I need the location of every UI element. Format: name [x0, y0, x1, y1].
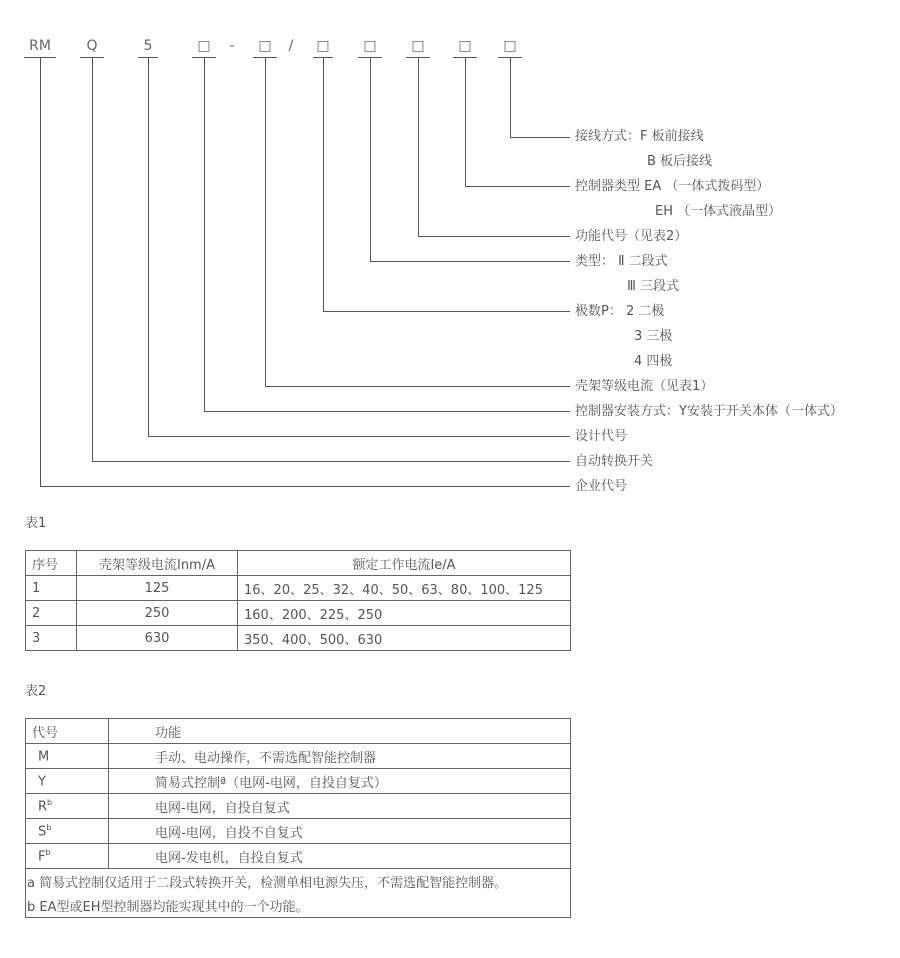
- footnote-mark: b: [47, 797, 53, 807]
- code-part: □: [197, 38, 211, 54]
- code-value: F: [38, 849, 46, 865]
- code-part: □: [258, 38, 272, 54]
- table2-caption: 表2: [25, 684, 47, 699]
- code-part: 5: [143, 38, 153, 54]
- table-cell: 16、20、25、32、40、50、63、80、100、125: [238, 576, 571, 601]
- table-row: [26, 794, 571, 819]
- leader-line: [453, 58, 570, 187]
- leader-line: [80, 58, 570, 462]
- table2: [25, 718, 571, 918]
- code-value: M: [38, 749, 50, 765]
- code-annotation: 设计代号: [575, 429, 628, 444]
- code-annotation: 控制器安装方式：Y安装于开关本体（一体式）: [575, 404, 843, 419]
- code-annotation: 极数P： 2 二极: [575, 304, 665, 319]
- footnote-mark: b: [45, 847, 51, 857]
- footnote-row: [26, 893, 571, 918]
- table-row: [26, 626, 571, 651]
- table-row: [26, 576, 571, 601]
- table-row: [26, 844, 571, 869]
- code-part: Q: [86, 38, 98, 54]
- leader-line: [138, 58, 570, 437]
- code-cell: [26, 844, 109, 869]
- code-annotation: 自动转换开关: [575, 454, 654, 469]
- code-part: RM: [29, 38, 51, 54]
- code-cell: [26, 769, 109, 794]
- code-value: Y: [38, 774, 46, 790]
- footnote-row: [26, 869, 571, 894]
- code-annotation: 4 四极: [634, 354, 673, 369]
- table-cell: 250: [77, 601, 238, 626]
- code-annotation: 控制器类型 EA （一体式拨码型）: [575, 179, 770, 194]
- table-header: 额定工作电流Ie/A: [238, 551, 571, 576]
- code-annotation: 功能代号（见表2）: [575, 229, 688, 244]
- table-cell: 3: [26, 626, 77, 651]
- code-part: □: [316, 38, 330, 54]
- leader-line: [406, 58, 570, 237]
- function-cell: 手动、电动操作，不需选配智能控制器: [109, 744, 571, 769]
- leader-line: [313, 58, 570, 312]
- table-header-row: [26, 719, 571, 744]
- table-header: 功能: [109, 719, 571, 744]
- code-annotation: 接线方式：F 板前接线: [575, 129, 704, 144]
- code-annotation: 3 三极: [634, 329, 673, 344]
- table-cell: 125: [77, 576, 238, 601]
- table-cell: 350、400、500、630: [238, 626, 571, 651]
- table-row: [26, 744, 571, 769]
- table-row: [26, 601, 571, 626]
- table-row: [26, 819, 571, 844]
- code-annotation: Ⅲ 三段式: [627, 279, 680, 294]
- footnote: b EA型或EH型控制器均能实现其中的一个功能。: [26, 893, 571, 918]
- code-annotation: 类型： Ⅱ 二段式: [575, 254, 668, 269]
- code-annotation: B 板后接线: [647, 154, 713, 169]
- code-annotation: 壳架等级电流（见表1）: [575, 379, 714, 394]
- function-cell: 简易式控制ª（电网-电网，自投自复式）: [109, 769, 571, 794]
- footnote-mark: b: [46, 822, 52, 832]
- table1-caption: 表1: [25, 516, 47, 531]
- code-part: □: [363, 38, 377, 54]
- leader-line: [24, 58, 570, 487]
- code-part: □: [503, 38, 517, 54]
- code-annotation: 企业代号: [575, 479, 628, 494]
- table-header: 序号: [26, 551, 77, 576]
- leader-line: [253, 58, 570, 387]
- table-row: [26, 769, 571, 794]
- code-part: □: [411, 38, 425, 54]
- table1: [25, 550, 571, 651]
- code-cell: [26, 819, 109, 844]
- code-value: S: [38, 824, 47, 840]
- code-cell: [26, 794, 109, 819]
- table-header-row: [26, 551, 571, 576]
- code-separator: /: [288, 38, 294, 54]
- leader-line: [358, 58, 570, 262]
- table-cell: 2: [26, 601, 77, 626]
- function-cell: 电网-电网，自投不自复式: [109, 819, 571, 844]
- code-cell: [26, 744, 109, 769]
- table-header: 代号: [26, 719, 109, 744]
- code-value: R: [38, 799, 48, 815]
- leader-line: [192, 58, 570, 412]
- leader-line: [498, 58, 570, 138]
- footnote: a 简易式控制仅适用于二段式转换开关，检测单相电源失压，不需选配智能控制器。: [26, 869, 571, 894]
- code-annotation: EH （一体式液晶型）: [655, 204, 782, 219]
- table-cell: 1: [26, 576, 77, 601]
- function-cell: 电网-电网，自投自复式: [109, 794, 571, 819]
- code-separator: -: [229, 38, 235, 54]
- table-cell: 160、200、225、250: [238, 601, 571, 626]
- table-header: 壳架等级电流Inm/A: [77, 551, 238, 576]
- function-cell: 电网-发电机，自投自复式: [109, 844, 571, 869]
- code-part: □: [458, 38, 472, 54]
- table-cell: 630: [77, 626, 238, 651]
